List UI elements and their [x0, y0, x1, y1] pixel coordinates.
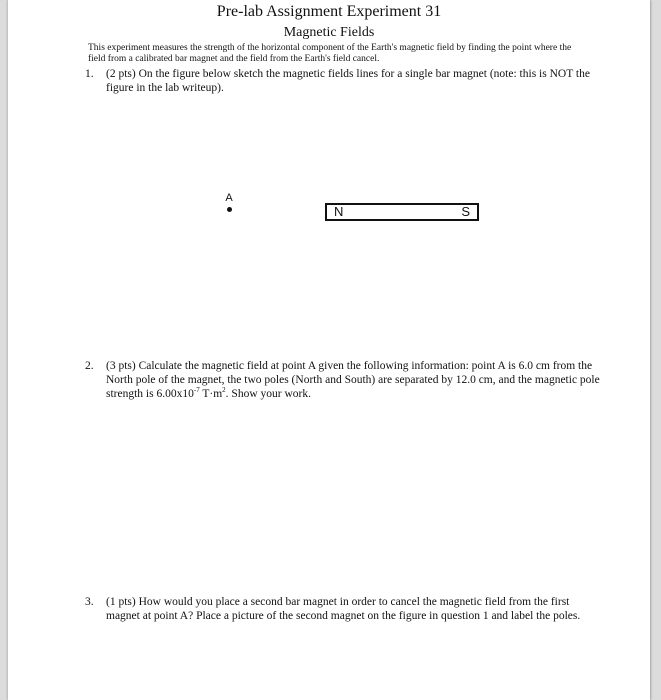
question-number: 1.: [85, 68, 94, 80]
question-text: [106, 359, 605, 401]
exponent: -7: [193, 386, 200, 395]
question-text-part: T·m: [199, 388, 223, 400]
bar-magnet: [325, 203, 479, 221]
point-a-dot: [227, 207, 232, 212]
question-text: (2 pts) On the figure below sketch the magnetic fields lines for a single bar magnet (note: this is NOT the figure in the lab writeup).: [106, 68, 590, 94]
page-subtitle: Magnetic Fields: [283, 25, 375, 40]
south-pole-label: S: [461, 204, 470, 219]
page-title: Pre-lab Assignment Experiment 31: [216, 3, 442, 20]
question-3: [85, 595, 605, 623]
question-number: 3.: [85, 596, 94, 608]
point-a-label: A: [225, 192, 233, 204]
question-text-part: (3 pts) Calculate the magnetic field at point A given the following information: point A is 6.0 cm from the North pole of the magnet, the two poles (North and South) are separated by 12.0 cm, and the magnetic pole strength is 6.00x10: [106, 360, 600, 400]
question-text-part: . Show your work.: [225, 388, 311, 400]
question-text: (1 pts) How would you place a second bar magnet in order to cancel the magnetic field from the first magnet at point A? Place a picture of the second magnet on the figure in question 1 and label the poles.: [106, 596, 581, 622]
north-pole-label: N: [334, 204, 344, 219]
question-number: 2.: [85, 360, 94, 372]
exponent: 2: [222, 386, 226, 395]
question-1: [85, 67, 605, 95]
intro-paragraph: This experiment measures the strength of the horizontal component of the Earth's magnetic field by finding the point where the field from a calibrated bar magnet and the field from the Earth's field cancel.: [88, 43, 572, 64]
point-a-marker: [222, 193, 236, 212]
document-page: [8, 0, 650, 700]
question-2: [85, 359, 605, 401]
